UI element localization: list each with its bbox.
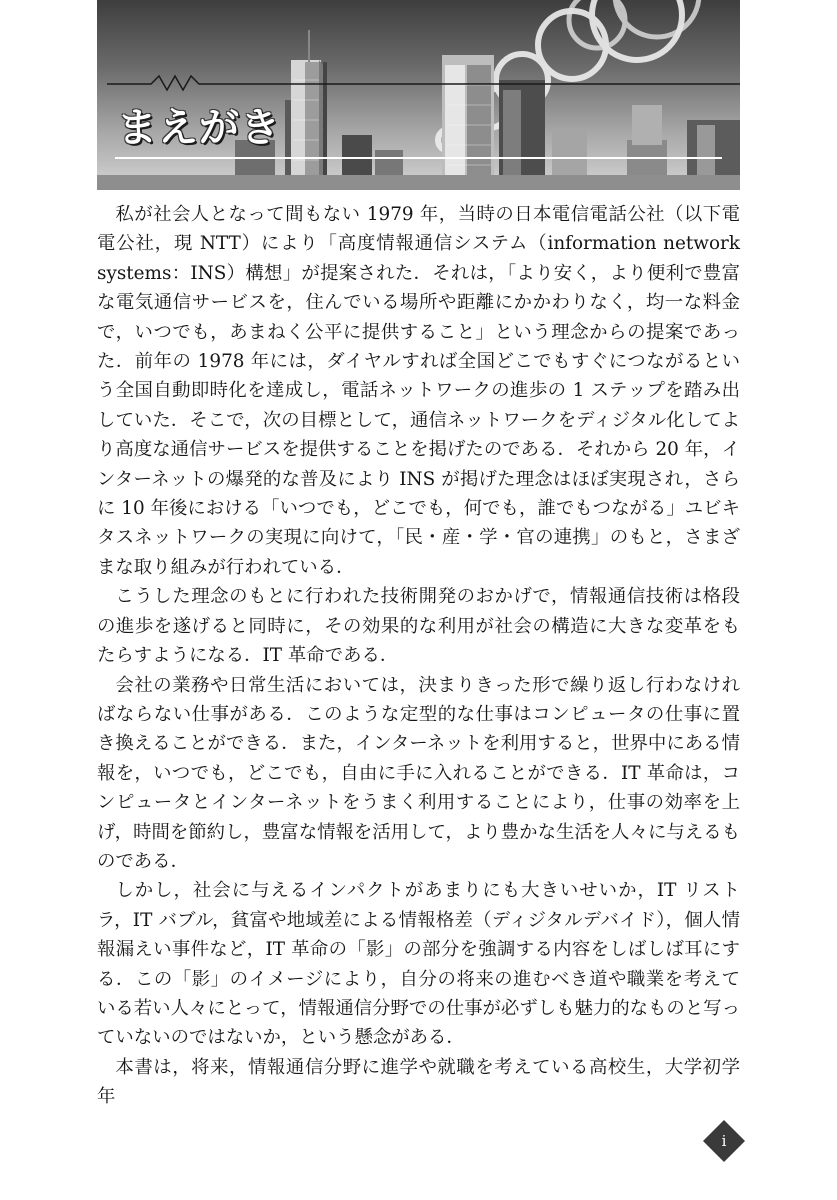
page-number: i	[721, 1132, 727, 1150]
paragraph: こうした理念のもとに行われた技術開発のおかげで，情報通信技術は格段の進歩を遂げると同時に，その効果的な利用が社会の構造に大きな変革をもたらすようになる．IT 革命である．	[97, 586, 740, 667]
zigzag-line	[107, 76, 740, 90]
paragraph: 本書は，将来，情報通信分野に進学や就職を考えている高校生，大学初学年	[97, 1056, 740, 1108]
paragraph: しかし，社会に与えるインパクトがあまりにも大きいせいか，IT リストラ，IT バブル，貧富や地域差による情報格差（ディジタルデバイド），個人情報漏えい事件など，IT 革命の「影」の部分を強調する内容をしばしば耳にする．この「影」のイメージにより，自分の将来の進むべき道や職業を考えている若い人々にとって，情報通信分野での仕事が必ずしも魅力的なものと写っていないのではないか，という懸念がある．	[97, 880, 740, 1049]
city-skyline-illustration	[97, 0, 740, 190]
paragraph: 私が社会人となって間もない 1979 年，当時の日本電信電話公社（以下電電公社，現 NTT）により「高度情報通信システム（information network systems：INS）構想」が提案された．それは，「より安く，より便利で豊富な電気通信サービスを，住んでいる場所や距離にかかわりなく，均一な料金で，いつでも，あまねく公平に提供すること」という理念からの提案であった．前年の 1978 年には，ダイヤルすれば全国どこでもすぐにつながるという全国自動即時化を達成し，電話ネットワークの進歩の 1 ステップを踏み出していた．そこで，次の目標として，通信ネットワークをディジタル化してより高度な通信サービスを提供することを掲げたのである．それから 20 年，インターネットの爆発的な普及により INS が掲げた理念はほぼ実現され，さらに 10 年後における「いつでも，どこでも，何でも，誰でもつながる」ユビキタスネットワークの実現に向けて，「民・産・学・官の連携」のもと，さまざまな取り組みが行われている．	[97, 204, 740, 578]
paragraph: 会社の業務や日常生活においては，決まりきった形で繰り返し行わなければならない仕事がある．このような定型的な仕事はコンピュータの仕事に置き換えることができる．また，インターネットを利用すると，世界中にある情報を，いつでも，どこでも，自由に手に入れることができる．IT 革命は，コンピュータとインターネットをうまく利用することにより，仕事の効率を上げ，時間を節約し，豊富な情報を活用して，より豊かな生活を人々に与えるものである．	[97, 674, 740, 872]
page-title: まえがき	[117, 105, 281, 151]
preface-body	[97, 200, 740, 1112]
header-banner	[97, 0, 740, 190]
